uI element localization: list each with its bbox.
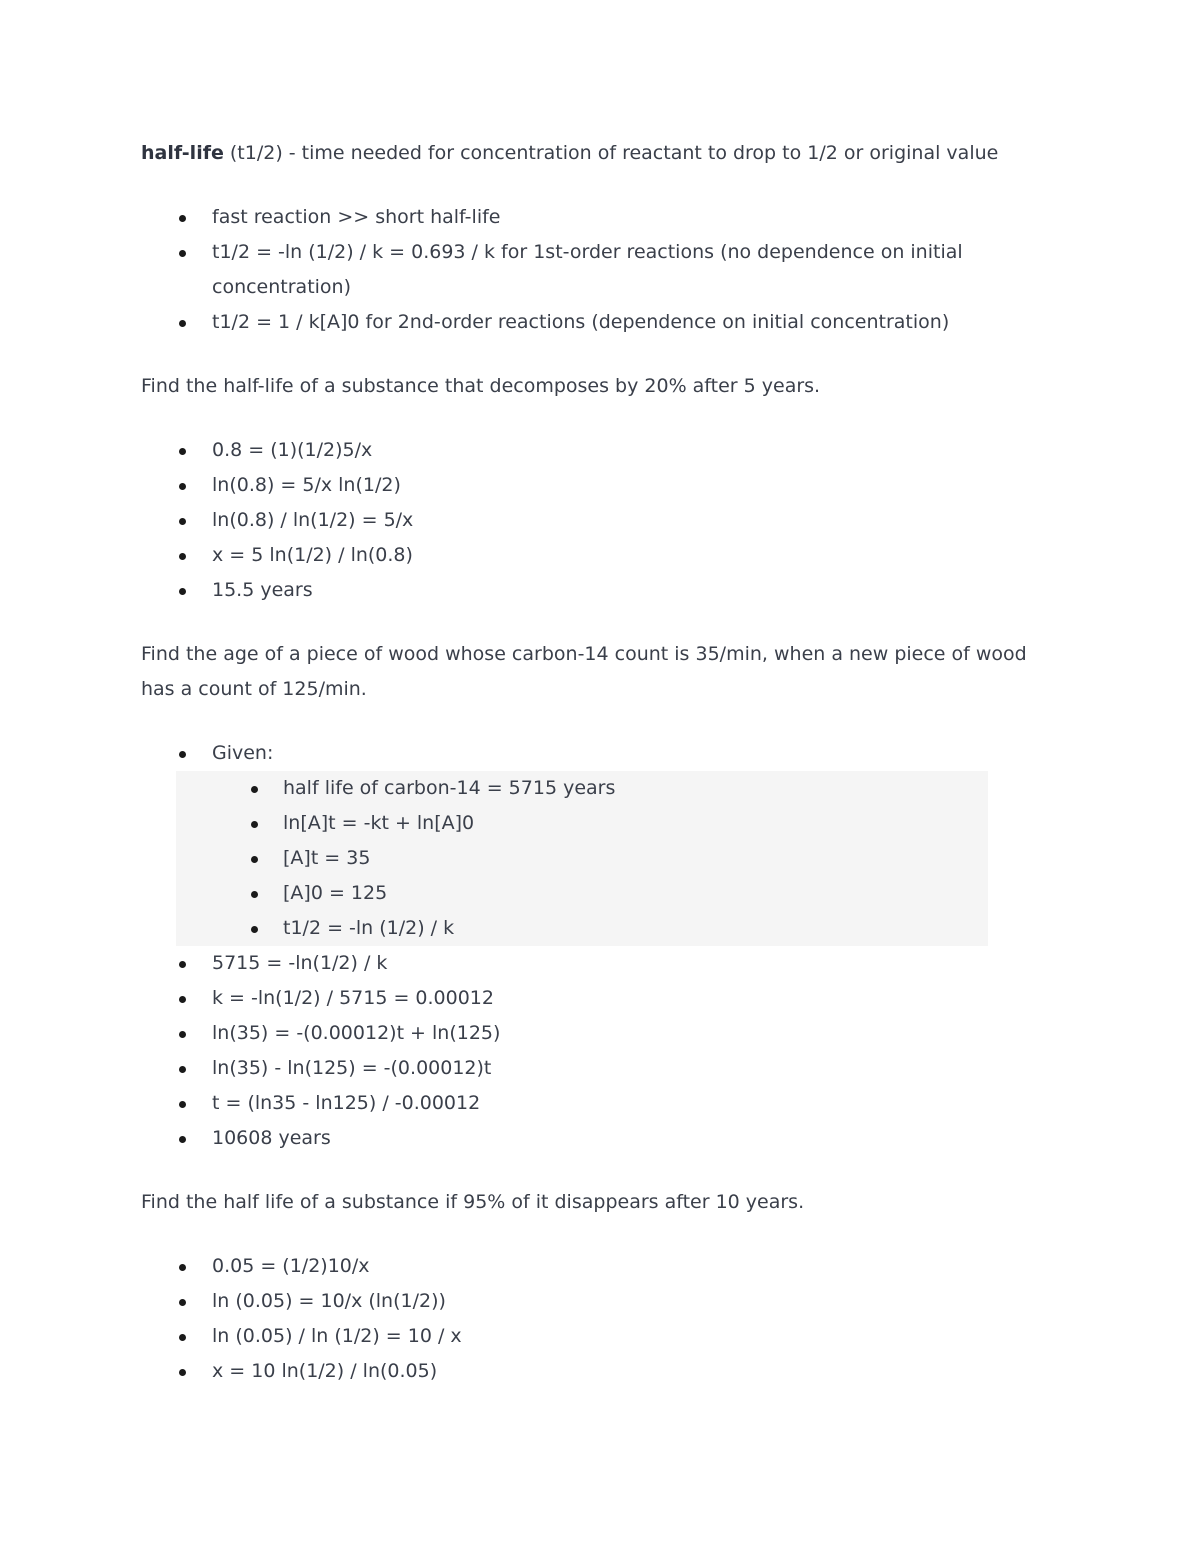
given-label: Given: [212, 742, 274, 764]
list-item: ln (0.05) = 10/x (ln(1/2)) [141, 1284, 1061, 1319]
sublist-item: ln[A]t = -kt + ln[A]0 [176, 806, 988, 841]
problem1-question: Find the half-life of a substance that decomposes by 20% after 5 years. [141, 375, 821, 397]
problem2-steps [141, 736, 1061, 1156]
problem1-steps [141, 433, 1061, 608]
intro-definition: (t1/2) - time needed for concentration of reactant to drop to 1/2 or original value [223, 142, 999, 164]
intro-list [141, 200, 1061, 340]
list-item: t = (ln35 - ln125) / -0.00012 [141, 1086, 1061, 1121]
list-item: t1/2 = 1 / k[A]0 for 2nd-order reactions (dependence on initial concentration) [141, 305, 1061, 340]
list-item: 10608 years [141, 1121, 1061, 1156]
given-list-item [141, 736, 1061, 946]
list-item: 5715 = -ln(1/2) / k [141, 946, 1061, 981]
given-sublist [176, 771, 988, 946]
list-item: x = 5 ln(1/2) / ln(0.8) [141, 538, 1061, 573]
sublist-item: [A]0 = 125 [176, 876, 988, 911]
list-item: ln(35) = -(0.00012)t + ln(125) [141, 1016, 1061, 1051]
list-item: 0.05 = (1/2)10/x [141, 1249, 1061, 1284]
intro-paragraph [141, 136, 1061, 171]
list-item: 0.8 = (1)(1/2)5/x [141, 433, 1061, 468]
list-item: k = -ln(1/2) / 5715 = 0.00012 [141, 981, 1061, 1016]
term-half-life: half-life [141, 142, 224, 164]
document-page [141, 136, 1061, 1389]
problem3-steps [141, 1249, 1061, 1389]
sublist-item: t1/2 = -ln (1/2) / k [176, 911, 988, 946]
list-item: ln (0.05) / ln (1/2) = 10 / x [141, 1319, 1061, 1354]
problem2-question: Find the age of a piece of wood whose carbon-14 count is 35/min, when a new piece of wood has a count of 125/min. [141, 643, 1027, 700]
sublist-item: [A]t = 35 [176, 841, 988, 876]
list-item: ln(0.8) / ln(1/2) = 5/x [141, 503, 1061, 538]
list-item: ln(35) - ln(125) = -(0.00012)t [141, 1051, 1061, 1086]
sublist-item: half life of carbon-14 = 5715 years [176, 771, 988, 806]
list-item: fast reaction >> short half-life [141, 200, 1061, 235]
list-item: ln(0.8) = 5/x ln(1/2) [141, 468, 1061, 503]
list-item: t1/2 = -ln (1/2) / k = 0.693 / k for 1st-order reactions (no dependence on initial concentration) [141, 235, 1061, 305]
problem3-question: Find the half life of a substance if 95% of it disappears after 10 years. [141, 1191, 805, 1213]
list-item: 15.5 years [141, 573, 1061, 608]
list-item: x = 10 ln(1/2) / ln(0.05) [141, 1354, 1061, 1389]
